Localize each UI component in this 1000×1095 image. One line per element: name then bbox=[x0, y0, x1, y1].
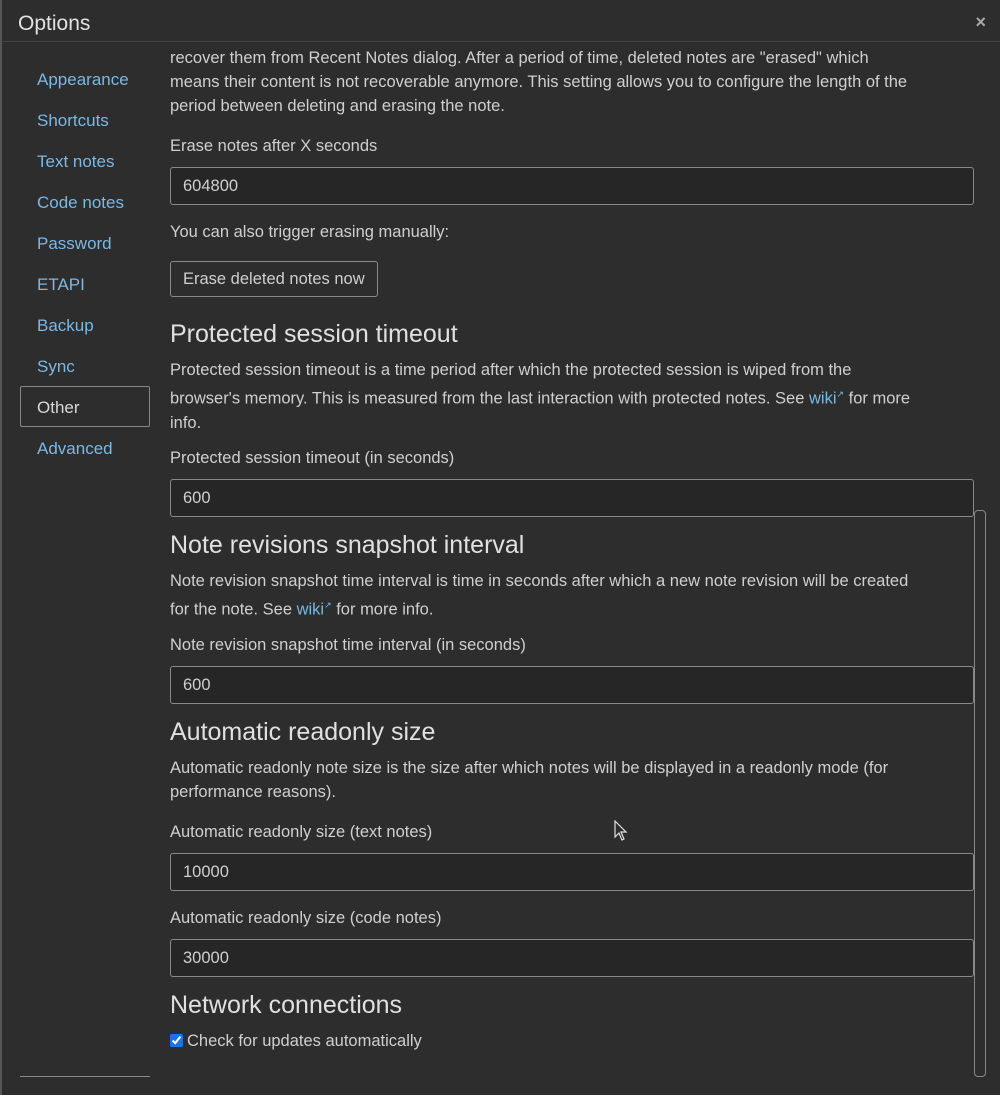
protected-desc-line-2 bbox=[170, 382, 976, 411]
protected-session-heading: Protected session timeout bbox=[170, 320, 458, 348]
external-link-icon: ↗ bbox=[836, 389, 845, 399]
revisions-description bbox=[170, 569, 976, 622]
revisions-desc-pre: for the note. See bbox=[170, 600, 297, 619]
protected-desc-line-1: Protected session timeout is a time period after which the protected session is wiped from the bbox=[170, 361, 852, 379]
check-updates-checkbox[interactable] bbox=[170, 1034, 183, 1047]
sidebar-item-backup[interactable]: Backup bbox=[37, 316, 94, 335]
check-updates-option[interactable] bbox=[170, 1029, 422, 1053]
protected-wiki-link[interactable]: wiki bbox=[808, 389, 837, 408]
sidebar-item-advanced[interactable]: Advanced bbox=[37, 439, 113, 458]
readonly-code-size-input[interactable] bbox=[170, 939, 974, 977]
protected-desc-line-3: info. bbox=[170, 413, 202, 432]
revisions-label: Note revision snapshot time interval (in seconds) bbox=[170, 636, 526, 654]
sidebar-item-other[interactable]: Other bbox=[20, 386, 150, 427]
revision-interval-input[interactable] bbox=[170, 666, 974, 704]
revisions-heading: Note revisions snapshot interval bbox=[170, 531, 525, 559]
readonly-code-label: Automatic readonly size (code notes) bbox=[170, 909, 442, 927]
protected-session-label: Protected session timeout (in seconds) bbox=[170, 449, 455, 467]
protected-desc-pre: browser's memory. This is measured from the last interaction with protected notes. See bbox=[170, 389, 809, 408]
erase-label: Erase notes after X seconds bbox=[170, 137, 378, 155]
readonly-desc-line-2: performance reasons). bbox=[170, 783, 336, 801]
sidebar-item-password[interactable]: Password bbox=[37, 234, 112, 253]
erase-desc-line-3: period between deleting and erasing the note. bbox=[170, 97, 505, 115]
content-scrollbar[interactable] bbox=[974, 510, 986, 1077]
erase-description bbox=[170, 46, 976, 118]
revisions-desc-line-1: Note revision snapshot time interval is time in seconds after which a new note revision will be created bbox=[170, 572, 909, 590]
external-link-icon: ↗ bbox=[324, 600, 332, 610]
readonly-text-label: Automatic readonly size (text notes) bbox=[170, 823, 433, 841]
mouse-cursor-icon bbox=[614, 820, 628, 842]
sidebar-item-text-notes[interactable]: Text notes bbox=[37, 152, 115, 171]
erase-seconds-input[interactable] bbox=[170, 167, 974, 205]
options-content bbox=[170, 42, 976, 1095]
protected-session-description bbox=[170, 358, 976, 435]
protected-session-timeout-input[interactable] bbox=[170, 479, 974, 517]
revisions-desc-post: for more info. bbox=[331, 600, 434, 619]
erase-desc-line-1: recover them from Recent Notes dialog. After a period of time, deleted notes are "erased" which bbox=[170, 49, 869, 67]
sidebar-item-shortcuts[interactable]: Shortcuts bbox=[37, 111, 109, 130]
erase-desc-line-2: means their content is not recoverable anymore. This setting allows you to configure the length of the bbox=[170, 73, 908, 91]
network-heading: Network connections bbox=[170, 991, 403, 1019]
sidebar-item-etapi[interactable]: ETAPI bbox=[37, 275, 85, 294]
sidebar-item-sync[interactable]: Sync bbox=[37, 357, 75, 376]
erase-manual-text: You can also trigger erasing manually: bbox=[170, 223, 450, 241]
protected-desc-post: for more bbox=[844, 389, 911, 408]
erase-deleted-notes-button[interactable]: Erase deleted notes now bbox=[170, 261, 378, 297]
sidebar-item-appearance[interactable]: Appearance bbox=[37, 70, 129, 89]
readonly-text-size-input[interactable] bbox=[170, 853, 974, 891]
sidebar-item-code-notes[interactable]: Code notes bbox=[37, 193, 124, 212]
options-sidebar bbox=[20, 58, 150, 468]
revisions-wiki-link[interactable]: wiki bbox=[296, 600, 325, 619]
sidebar-divider bbox=[20, 1076, 150, 1077]
close-icon[interactable]: × bbox=[975, 12, 986, 32]
dialog-header bbox=[2, 0, 1000, 42]
readonly-desc-line-1: Automatic readonly note size is the size after which notes will be displayed in a readonly mode (for bbox=[170, 759, 889, 777]
readonly-heading: Automatic readonly size bbox=[170, 718, 436, 746]
readonly-description bbox=[170, 756, 976, 804]
dialog-title: Options bbox=[18, 12, 91, 35]
check-updates-label: Check for updates automatically bbox=[187, 1032, 422, 1050]
revisions-desc-line-2 bbox=[170, 593, 976, 622]
